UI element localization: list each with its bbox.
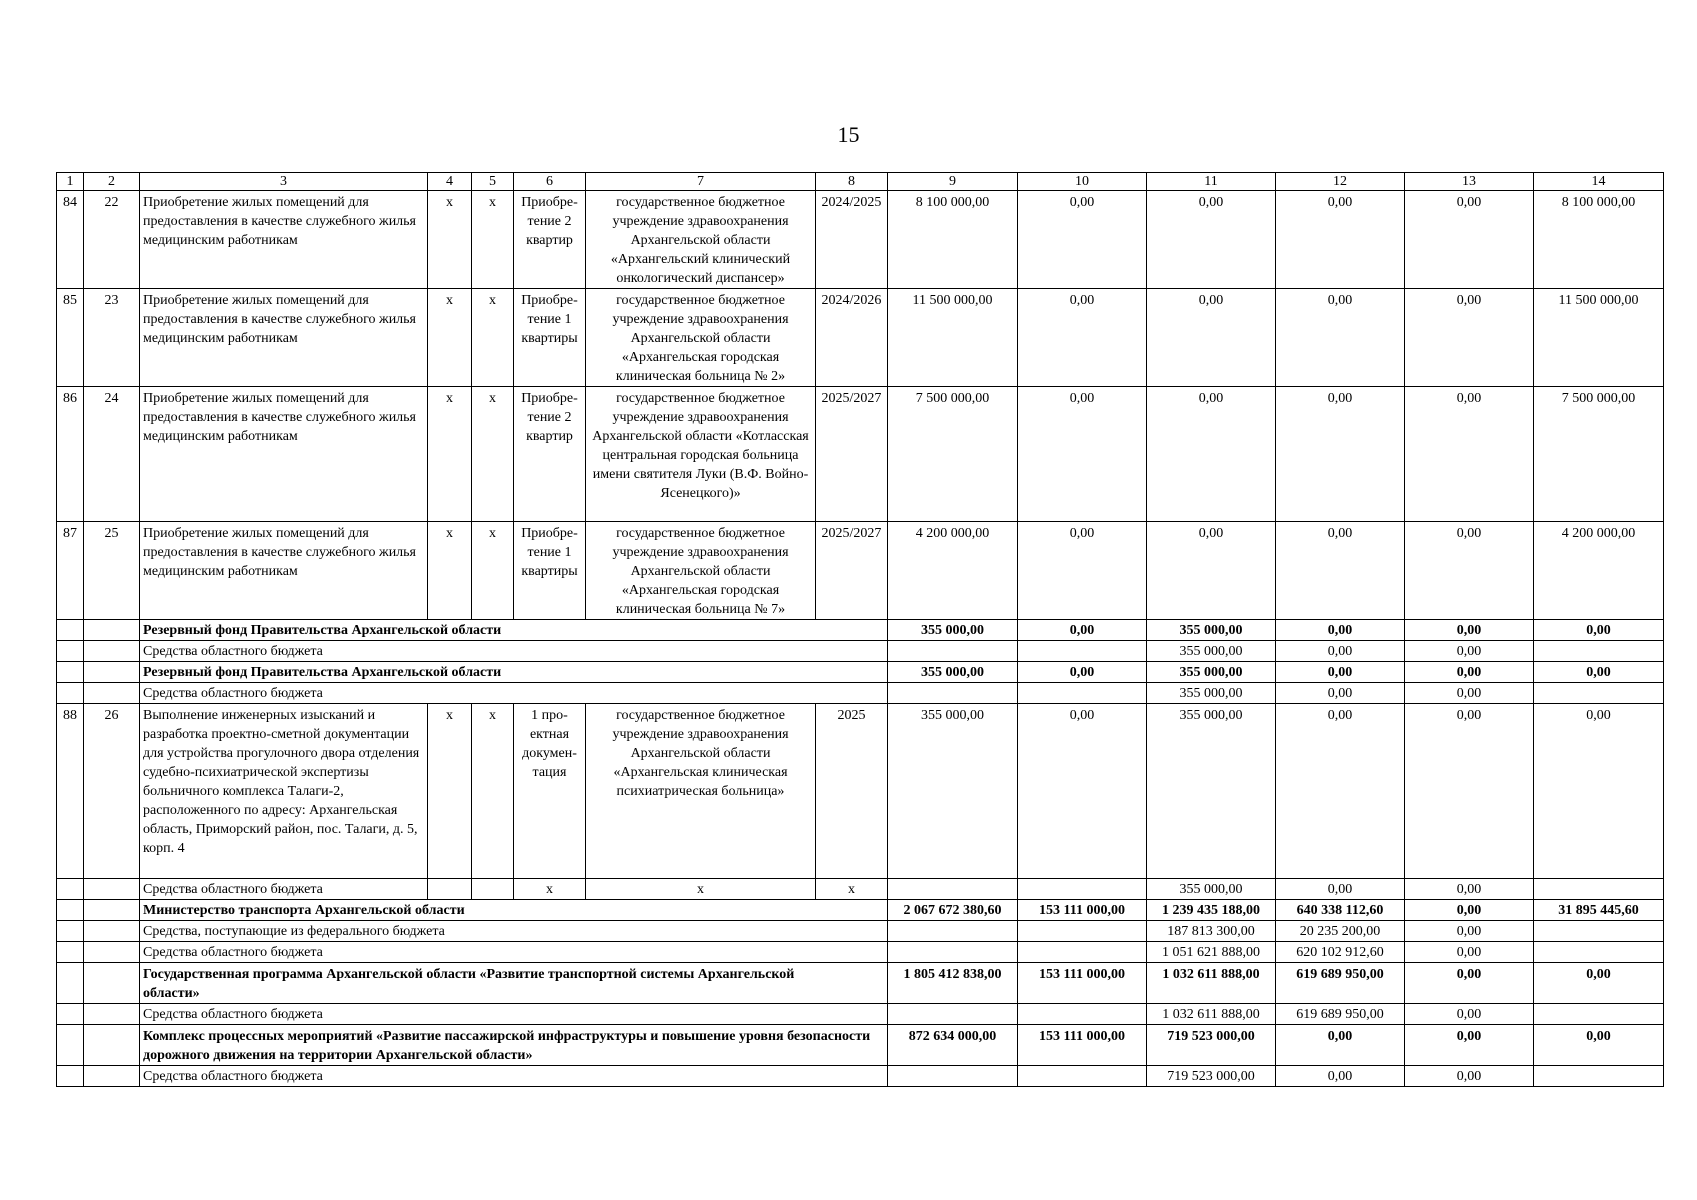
- cell-amount: 0,00: [1405, 191, 1534, 289]
- cell-total: 8 100 000,00: [888, 191, 1018, 289]
- cell-total: 4 200 000,00: [888, 522, 1018, 620]
- cell-amount: 1 032 611 888,00: [1147, 963, 1276, 1004]
- complex-title: Комплекс процессных мероприятий «Развитие пассажирской инфраструктуры и повышение уровня безопасности дорожного движения на территории Архангельской области»: [140, 1025, 888, 1066]
- funding-source-row: [57, 1004, 1664, 1025]
- cell-amount: 0,00: [1147, 522, 1276, 620]
- item-description: Приобретение жилых помещений для предоставления в качестве служебного жилья медицинским работникам: [140, 289, 428, 387]
- item-number: 26: [84, 704, 140, 879]
- funding-source-row: [57, 683, 1664, 704]
- reserve-fund-title: Резервный фонд Правительства Архангельской области: [140, 662, 888, 683]
- cell-amount: 4 200 000,00: [1534, 522, 1664, 620]
- row-number: 87: [57, 522, 84, 620]
- cell-amount: 1 032 611 888,00: [1147, 1004, 1276, 1025]
- item-description: Выполнение инженерных изысканий и разработка проектно-сметной документации для устройства прогулочного двора отделения судебно-психиатрической экспертизы больничного комплекса Талаги-2, расположенного по адресу: Архангельская область, Приморский район, пос. Талаги, д. 5, корп. 4: [140, 704, 428, 879]
- cell-amount: 0,00: [1534, 704, 1664, 879]
- program-title: Государственная программа Архангельской области «Развитие транспортной системы Архангельской области»: [140, 963, 888, 1004]
- cell-col5: х: [472, 191, 514, 289]
- header-cell: 4: [428, 173, 472, 191]
- cell-amount: 1 239 435 188,00: [1147, 900, 1276, 921]
- cell-period: 2025: [816, 704, 888, 879]
- cell-period: х: [816, 879, 888, 900]
- cell-amount: 0,00: [1405, 900, 1534, 921]
- cell-amount: 1 051 621 888,00: [1147, 942, 1276, 963]
- cell-amount: 0,00: [1018, 620, 1147, 641]
- cell-amount: 0,00: [1405, 387, 1534, 522]
- table-row: [57, 191, 1664, 289]
- item-description: Приобретение жилых помещений для предоставления в качестве служебного жилья медицинским работникам: [140, 522, 428, 620]
- ministry-row: [57, 900, 1664, 921]
- cell-result: Приобре-тение 1 квартиры: [514, 289, 586, 387]
- cell-institution: государственное бюджетное учреждение здравоохранения Архангельской области «Архангельский клинический онкологический диспансер»: [586, 191, 816, 289]
- cell-result: 1 про-ектная докумен-тация: [514, 704, 586, 879]
- cell-amount: 20 235 200,00: [1276, 921, 1405, 942]
- cell-amount: 0,00: [1405, 1025, 1534, 1066]
- header-cell: 5: [472, 173, 514, 191]
- header-cell: 12: [1276, 173, 1405, 191]
- row-number: 88: [57, 704, 84, 879]
- funding-source-label: Средства областного бюджета: [140, 942, 888, 963]
- cell-amount: 719 523 000,00: [1147, 1025, 1276, 1066]
- header-cell: 6: [514, 173, 586, 191]
- cell-amount: 355 000,00: [1147, 620, 1276, 641]
- table-row: [57, 289, 1664, 387]
- cell-amount: 0,00: [1276, 1066, 1405, 1087]
- cell-col5: х: [472, 704, 514, 879]
- cell-period: 2025/2027: [816, 387, 888, 522]
- funding-source-label: Средства областного бюджета: [140, 683, 888, 704]
- complex-row: [57, 1025, 1664, 1066]
- cell-institution: государственное бюджетное учреждение здравоохранения Архангельской области «Архангельская городская клиническая больница № 2»: [586, 289, 816, 387]
- cell-col4: х: [428, 704, 472, 879]
- cell-amount: 0,00: [1405, 942, 1534, 963]
- item-number: 24: [84, 387, 140, 522]
- row-number: 85: [57, 289, 84, 387]
- cell-amount: 0,00: [1276, 662, 1405, 683]
- item-description: Приобретение жилых помещений для предоставления в качестве служебного жилья медицинским работникам: [140, 191, 428, 289]
- cell-total: 1 805 412 838,00: [888, 963, 1018, 1004]
- cell-institution: х: [586, 879, 816, 900]
- cell-total: 355 000,00: [888, 620, 1018, 641]
- table-row: [57, 704, 1664, 879]
- item-number: 25: [84, 522, 140, 620]
- cell-amount: 355 000,00: [1147, 662, 1276, 683]
- funding-source-row: [57, 921, 1664, 942]
- cell-result: Приобре-тение 2 квартир: [514, 191, 586, 289]
- funding-source-row: [57, 641, 1664, 662]
- cell-amount: 0,00: [1018, 387, 1147, 522]
- item-number: 23: [84, 289, 140, 387]
- cell-amount: 8 100 000,00: [1534, 191, 1664, 289]
- cell-amount: 0,00: [1276, 289, 1405, 387]
- cell-amount: 0,00: [1405, 921, 1534, 942]
- header-cell: 7: [586, 173, 816, 191]
- funding-source-row: [57, 942, 1664, 963]
- cell-amount: 0,00: [1534, 662, 1664, 683]
- cell-amount: 355 000,00: [1147, 641, 1276, 662]
- cell-amount: 153 111 000,00: [1018, 963, 1147, 1004]
- table-row: [57, 387, 1664, 522]
- cell-amount: 0,00: [1405, 641, 1534, 662]
- cell-total: 7 500 000,00: [888, 387, 1018, 522]
- cell-amount: 620 102 912,60: [1276, 942, 1405, 963]
- cell-amount: 0,00: [1405, 289, 1534, 387]
- cell-amount: 0,00: [1147, 387, 1276, 522]
- cell-total: 11 500 000,00: [888, 289, 1018, 387]
- header-cell: 1: [57, 173, 84, 191]
- cell-amount: 0,00: [1276, 620, 1405, 641]
- item-description: Приобретение жилых помещений для предоставления в качестве служебного жилья медицинским работникам: [140, 387, 428, 522]
- cell-institution: государственное бюджетное учреждение здравоохранения Архангельской области «Архангельская городская клиническая больница № 7»: [586, 522, 816, 620]
- cell-amount: 0,00: [1534, 1025, 1664, 1066]
- row-number: 86: [57, 387, 84, 522]
- cell-amount: 0,00: [1405, 1004, 1534, 1025]
- cell-amount: 0,00: [1405, 1066, 1534, 1087]
- cell-amount: 0,00: [1276, 522, 1405, 620]
- reserve-fund-row: [57, 662, 1664, 683]
- cell-col5: х: [472, 387, 514, 522]
- cell-col4: х: [428, 387, 472, 522]
- cell-amount: 0,00: [1018, 191, 1147, 289]
- cell-amount: 0,00: [1276, 1025, 1405, 1066]
- cell-amount: 0,00: [1276, 191, 1405, 289]
- header-cell: 3: [140, 173, 428, 191]
- cell-amount: 355 000,00: [1147, 683, 1276, 704]
- cell-col5: х: [472, 289, 514, 387]
- funding-source-row: [57, 1066, 1664, 1087]
- cell-amount: 619 689 950,00: [1276, 963, 1405, 1004]
- cell-amount: 187 813 300,00: [1147, 921, 1276, 942]
- cell-col4: х: [428, 522, 472, 620]
- cell-amount: 640 338 112,60: [1276, 900, 1405, 921]
- cell-amount: 355 000,00: [1147, 879, 1276, 900]
- cell-amount: 0,00: [1405, 704, 1534, 879]
- ministry-title: Министерство транспорта Архангельской области: [140, 900, 888, 921]
- cell-total: 872 634 000,00: [888, 1025, 1018, 1066]
- header-cell: 14: [1534, 173, 1664, 191]
- cell-result: Приобре-тение 2 квартир: [514, 387, 586, 522]
- cell-amount: 0,00: [1276, 704, 1405, 879]
- header-cell: 2: [84, 173, 140, 191]
- cell-col4: х: [428, 289, 472, 387]
- cell-amount: 31 895 445,60: [1534, 900, 1664, 921]
- cell-amount: 0,00: [1405, 879, 1534, 900]
- cell-total: 2 067 672 380,60: [888, 900, 1018, 921]
- cell-amount: 0,00: [1276, 879, 1405, 900]
- cell-amount: 619 689 950,00: [1276, 1004, 1405, 1025]
- cell-total: 355 000,00: [888, 662, 1018, 683]
- cell-amount: 153 111 000,00: [1018, 900, 1147, 921]
- cell-result: х: [514, 879, 586, 900]
- cell-amount: 0,00: [1405, 522, 1534, 620]
- budget-table: [56, 172, 1664, 1087]
- header-cell: 10: [1018, 173, 1147, 191]
- cell-amount: 11 500 000,00: [1534, 289, 1664, 387]
- cell-amount: 7 500 000,00: [1534, 387, 1664, 522]
- cell-amount: 0,00: [1276, 387, 1405, 522]
- page-number: 15: [837, 122, 860, 147]
- funding-source-label: Средства областного бюджета: [140, 1066, 888, 1087]
- cell-col5: х: [472, 522, 514, 620]
- program-row: [57, 963, 1664, 1004]
- reserve-fund-row: [57, 620, 1664, 641]
- cell-amount: 0,00: [1018, 662, 1147, 683]
- table-row: [57, 522, 1664, 620]
- header-cell: 11: [1147, 173, 1276, 191]
- cell-amount: 0,00: [1276, 683, 1405, 704]
- cell-amount: 153 111 000,00: [1018, 1025, 1147, 1066]
- cell-amount: 0,00: [1405, 963, 1534, 1004]
- funding-source-row: [57, 879, 1664, 900]
- cell-institution: государственное бюджетное учреждение здравоохранения Архангельской области «Архангельская клиническая психиатрическая больница»: [586, 704, 816, 879]
- cell-amount: 0,00: [1018, 522, 1147, 620]
- header-cell: 13: [1405, 173, 1534, 191]
- cell-amount: 0,00: [1018, 704, 1147, 879]
- cell-amount: 0,00: [1147, 289, 1276, 387]
- cell-amount: 0,00: [1405, 662, 1534, 683]
- reserve-fund-title: Резервный фонд Правительства Архангельской области: [140, 620, 888, 641]
- cell-amount: 0,00: [1018, 289, 1147, 387]
- cell-institution: государственное бюджетное учреждение здравоохранения Архангельской области «Котласская центральная городская больница имени святителя Луки (В.Ф. Войно-Ясенецкого)»: [586, 387, 816, 522]
- cell-period: 2024/2026: [816, 289, 888, 387]
- row-number: 84: [57, 191, 84, 289]
- cell-amount: 719 523 000,00: [1147, 1066, 1276, 1087]
- cell-period: 2025/2027: [816, 522, 888, 620]
- cell-amount: 0,00: [1534, 963, 1664, 1004]
- cell-col4: х: [428, 191, 472, 289]
- cell-amount: 0,00: [1147, 191, 1276, 289]
- cell-amount: 355 000,00: [1147, 704, 1276, 879]
- cell-amount: 0,00: [1534, 620, 1664, 641]
- funding-source-label: Средства, поступающие из федерального бюджета: [140, 921, 888, 942]
- funding-source-label: Средства областного бюджета: [140, 1004, 888, 1025]
- cell-amount: 0,00: [1405, 620, 1534, 641]
- header-cell: 8: [816, 173, 888, 191]
- cell-period: 2024/2025: [816, 191, 888, 289]
- cell-amount: 0,00: [1276, 641, 1405, 662]
- cell-amount: 0,00: [1405, 683, 1534, 704]
- cell-total: 355 000,00: [888, 704, 1018, 879]
- cell-result: Приобре-тение 1 квартиры: [514, 522, 586, 620]
- funding-source-label: Средства областного бюджета: [140, 641, 888, 662]
- header-cell: 9: [888, 173, 1018, 191]
- item-number: 22: [84, 191, 140, 289]
- table-header-row: [57, 173, 1664, 191]
- funding-source-label: Средства областного бюджета: [140, 879, 428, 900]
